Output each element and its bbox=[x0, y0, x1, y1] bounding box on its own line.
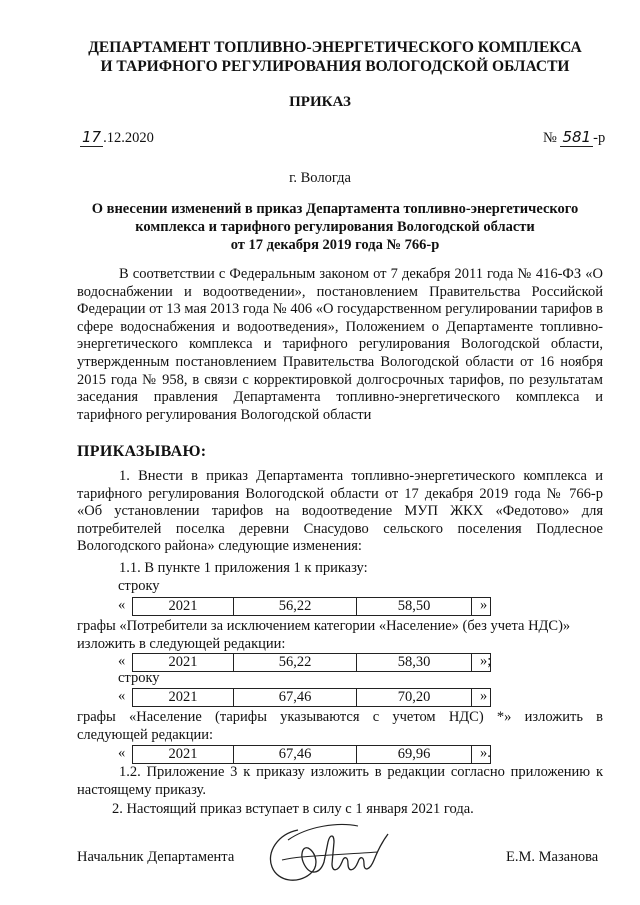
cell-year: 2021 bbox=[133, 689, 234, 706]
department-line-1: ДЕПАРТАМЕНТ ТОПЛИВНО-ЭНЕРГЕТИЧЕСКОГО КОМПЛЕКСА bbox=[88, 39, 582, 56]
cell-year: 2021 bbox=[133, 746, 234, 763]
document-date bbox=[80, 128, 154, 147]
cell-value-1: 56,22 bbox=[234, 598, 357, 615]
izlozhit-label-1: изложить в следующей редакции: bbox=[77, 636, 286, 652]
stroku-label-2: строку bbox=[118, 670, 160, 686]
close-quote: » bbox=[480, 597, 488, 613]
number-suffix: -р bbox=[593, 130, 606, 146]
cell-value-1: 67,46 bbox=[234, 689, 357, 706]
stroku-label-1: строку bbox=[118, 578, 160, 594]
open-quote: « bbox=[118, 597, 126, 613]
tariff-cells bbox=[132, 597, 491, 616]
subject-line-2: комплекса и тарифного регулирования Вологодской области bbox=[135, 219, 535, 235]
signatory-name: Е.М. Мазанова bbox=[506, 849, 599, 865]
close-quote: ». bbox=[480, 745, 491, 761]
tariff-cells bbox=[132, 745, 491, 764]
cell-value-1: 56,22 bbox=[234, 654, 357, 671]
tariff-cells bbox=[132, 653, 491, 672]
document-subject bbox=[70, 200, 600, 254]
cell-value-2: 58,30 bbox=[357, 654, 472, 671]
order-word: ПРИКАЗЫВАЮ: bbox=[77, 443, 207, 460]
open-quote: « bbox=[118, 745, 126, 761]
close-quote: » bbox=[480, 688, 488, 704]
item-1-paragraph: 1. Внести в приказ Департамента топливно-энергетического комплекса и тарифного регулирования Вологодской области от 17 декабря 2019 года № 766-р «Об установлении тарифов на водоотведение МУП ЖКХ «Федотово» для потребителей поселка деревни Снасудово сельского поселения Подлесное Вологодского района» следующие изменения: bbox=[77, 468, 603, 555]
close-quote: »; bbox=[480, 653, 492, 669]
handwritten-signature bbox=[258, 812, 398, 892]
open-quote: « bbox=[118, 653, 126, 669]
cell-year: 2021 bbox=[133, 654, 234, 671]
handwritten-number: 581 bbox=[562, 128, 592, 146]
tariff-cells bbox=[132, 688, 491, 707]
subject-line-1: О внесении изменений в приказ Департамента топливно-энергетического bbox=[91, 201, 579, 217]
grafy-label-1: графы «Потребители за исключением категории «Население» (без учета НДС)» bbox=[77, 618, 571, 634]
izlozhit-label-2: следующей редакции: bbox=[77, 727, 214, 743]
number-sign: № bbox=[543, 130, 557, 146]
cell-value-2: 70,20 bbox=[357, 689, 472, 706]
item-1-1: 1.1. В пункте 1 приложения 1 к приказу: bbox=[119, 560, 368, 576]
cell-value-2: 69,96 bbox=[357, 746, 472, 763]
department-header bbox=[70, 38, 600, 76]
city: г. Вологда bbox=[289, 170, 351, 186]
date-month-year: .12.2020 bbox=[103, 130, 154, 146]
item-1-2-paragraph: 1.2. Приложение 3 к приказу изложить в редакции согласно приложению к настоящему приказу. bbox=[77, 764, 603, 798]
subject-line-3: от 17 декабря 2019 года № 766-р bbox=[230, 237, 440, 253]
cell-value-2: 58,50 bbox=[357, 598, 472, 615]
handwritten-day: 17 bbox=[82, 128, 102, 146]
grafy-label-2: графы «Население (тарифы указываются с учетом НДС) *» изложить в bbox=[77, 709, 603, 725]
department-line-2: И ТАРИФНОГО РЕГУЛИРОВАНИЯ ВОЛОГОДСКОЙ ОБЛАСТИ bbox=[100, 58, 570, 75]
signatory-position: Начальник Департамента bbox=[77, 849, 235, 865]
item-2-paragraph: 2. Настоящий приказ вступает в силу с 1 января 2021 года. bbox=[112, 801, 474, 817]
document-type: ПРИКАЗ bbox=[289, 94, 351, 110]
cell-value-1: 67,46 bbox=[234, 746, 357, 763]
document-number bbox=[543, 128, 605, 147]
preamble-paragraph: В соответствии с Федеральным законом от 7 декабря 2011 года № 416-ФЗ «О водоснабжении и водоотведении», постановлением Правительства Российской Федерации от 13 мая 2013 года № 406 «О государственном регулировании тарифов в сфере водоснабжения и водоотведения», Положением о Департаменте топливно-энергетического комплекса и тарифного регулирования Вологодской области, утвержденным постановлением Правительства Вологодской области от 16 ноября 2015 года № 958, в связи с корректировкой долгосрочных тарифов, по результатам заседания правления Департамента топливно-энергетического комплекса и тарифного регулирования Вологодской области bbox=[77, 266, 603, 423]
cell-year: 2021 bbox=[133, 598, 234, 615]
open-quote: « bbox=[118, 688, 126, 704]
